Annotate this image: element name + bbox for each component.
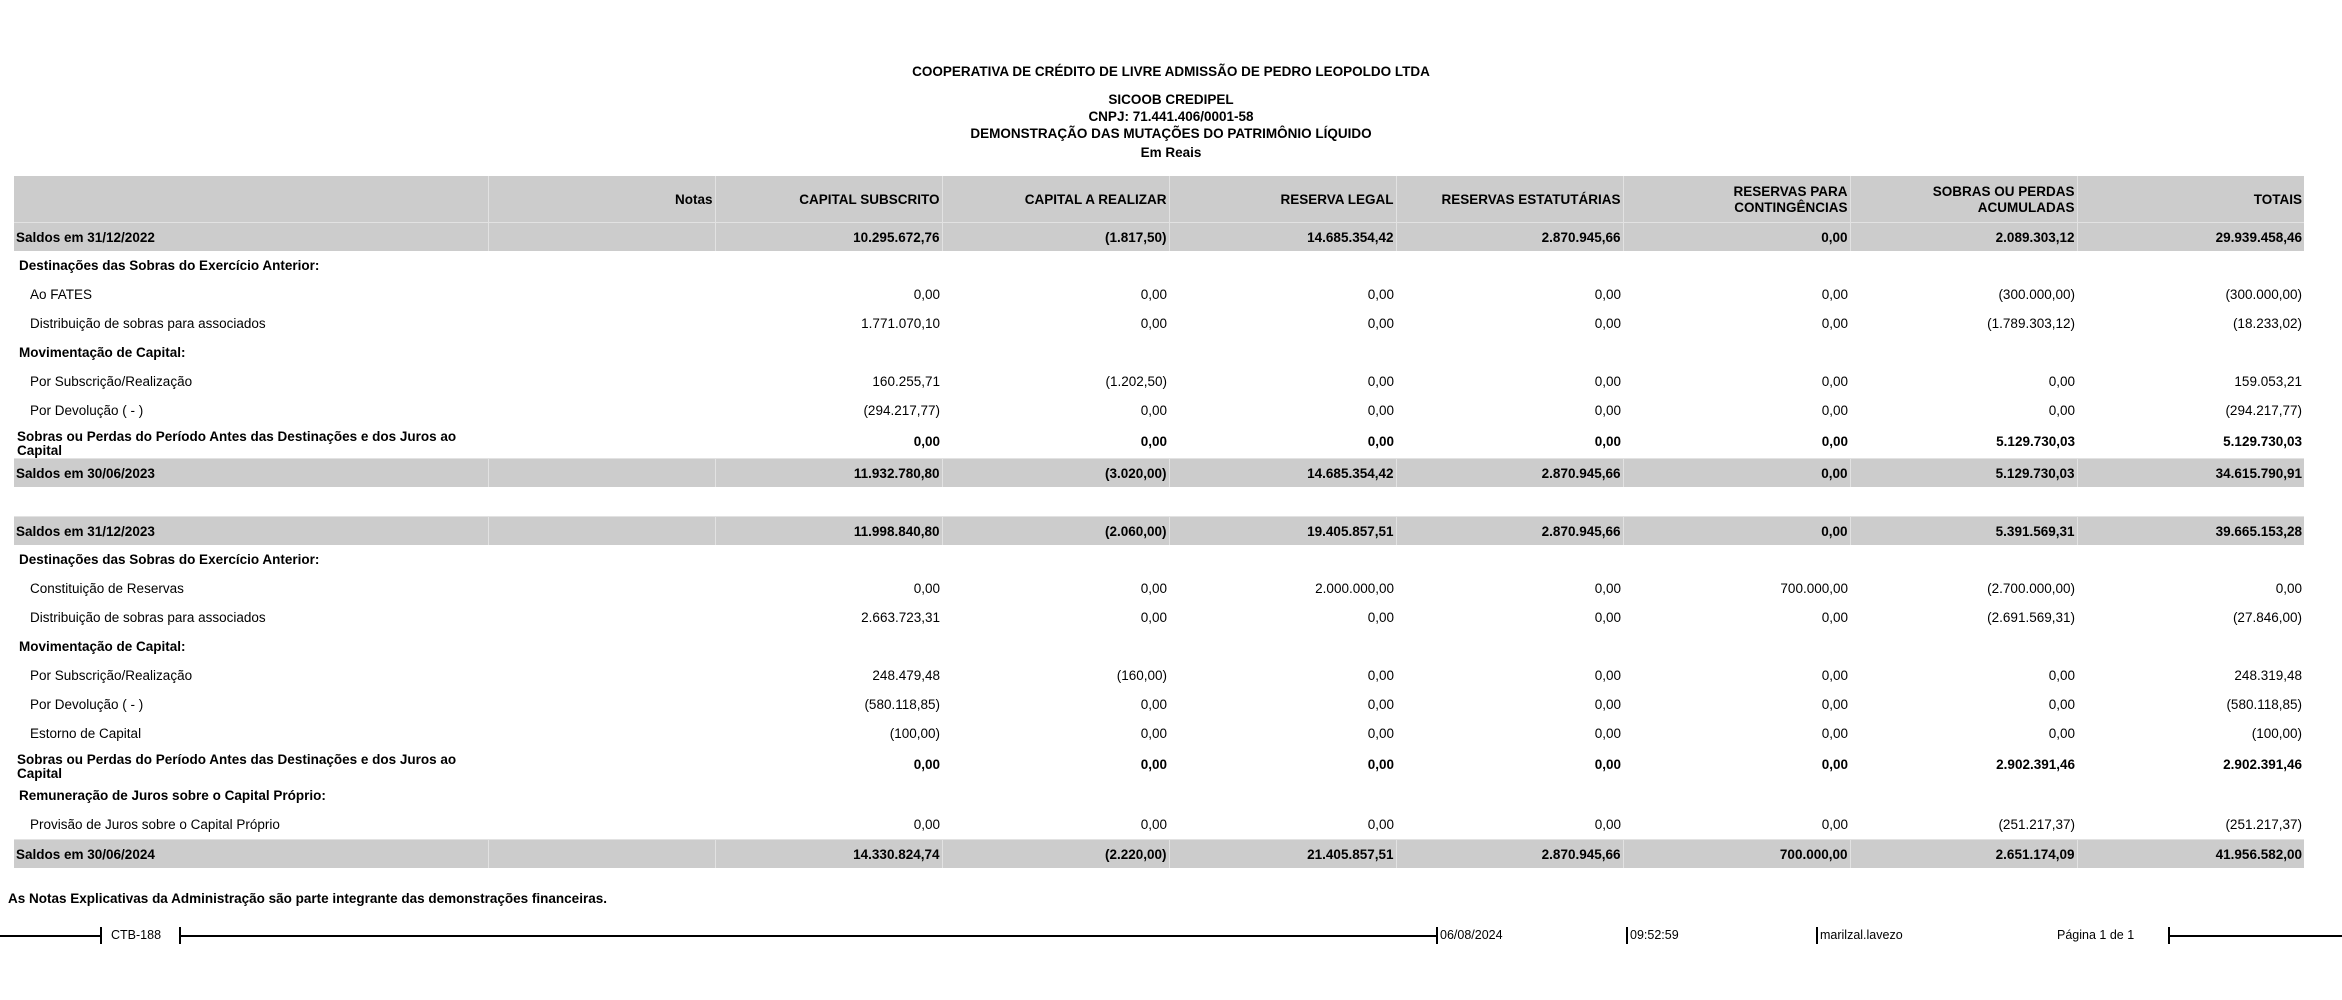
cell-value: 5.129.730,03 [1850,459,2077,488]
row-notas [488,690,715,719]
row-label: Estorno de Capital [30,726,142,741]
report-footer [0,926,2342,946]
cell-value: 5.391.569,31 [1850,517,2077,546]
cell-value: 11.932.780,80 [715,459,942,488]
spacer-row [14,487,2304,517]
currency-unit: Em Reais [1140,145,1202,160]
col-header-capital-a-realizar: CAPITAL A REALIZAR [942,176,1169,223]
cell-value: 0,00 [1594,817,1621,832]
row-label: Distribuição de sobras para associados [30,316,266,331]
cell-value: 0,00 [1594,668,1621,683]
cell-value: 0,00 [1821,287,1848,302]
row-notas [488,517,715,546]
cell-value: 2.651.174,09 [1850,840,2077,869]
cell-value: 0,00 [1821,817,1848,832]
cell-value: 0,00 [1140,817,1167,832]
row-notas [488,574,715,603]
row-label: Distribuição de sobras para associados [30,610,266,625]
cell-value: 0,00 [2048,374,2075,389]
cell-value: (300.000,00) [1998,287,2075,302]
cell-value: 0,00 [1140,434,1167,449]
cell-value: 0,00 [1594,287,1621,302]
cell-value: 0,00 [1140,610,1167,625]
cell-value: (27.846,00) [2232,610,2302,625]
cell-value: (100,00) [889,726,940,741]
table-row [14,603,2304,632]
table-row [14,810,2304,840]
row-label: Por Devolução ( - ) [30,697,144,712]
print-time: 09:52:59 [1630,928,1679,942]
cell-value: (2.060,00) [942,517,1169,546]
row-notas [488,810,715,840]
section-header-row [14,338,2304,367]
cell-value: 0,00 [1594,726,1621,741]
footer-tick [1816,927,1818,944]
cell-value: 2.870.945,66 [1396,517,1623,546]
cell-value: 0,00 [1821,610,1848,625]
col-header-totais: TOTAIS [2077,176,2304,223]
cell-value: 0,00 [1594,581,1621,596]
cell-value: 0,00 [1821,434,1848,449]
cell-value: 0,00 [2048,697,2075,712]
cell-value: 0,00 [1594,316,1621,331]
page-number: Página 1 de 1 [2057,928,2135,942]
cell-value: 0,00 [913,757,940,772]
cell-value: 0,00 [1367,610,1394,625]
cell-value: 0,00 [1367,374,1394,389]
cell-value: 0,00 [1367,287,1394,302]
cell-value: (18.233,02) [2232,316,2302,331]
section-label: Destinações das Sobras do Exercício Anterior: [19,552,320,567]
cell-value: 159.053,21 [2234,374,2302,389]
section-label: Remuneração de Juros sobre o Capital Próprio: [19,788,326,803]
subtotal-row [14,748,2304,781]
table-row [14,280,2304,309]
row-notas [488,661,715,690]
row-label: Sobras ou Perdas do Período Antes das Destinações e dos Juros ao Capital [17,751,457,781]
footer-tick [1626,927,1628,944]
cell-value: 0,00 [1623,517,1850,546]
cell-value: 0,00 [1821,668,1848,683]
table-row [14,396,2304,425]
cell-value: (1.202,50) [1105,374,1167,389]
row-label: Saldos em 30/06/2023 [14,459,488,488]
cell-value: 0,00 [1140,726,1167,741]
cell-value: 0,00 [1367,817,1394,832]
row-notas [488,840,715,869]
cell-value: 0,00 [1367,668,1394,683]
cell-value: 29.939.458,46 [2077,223,2304,252]
cell-value: 0,00 [1367,434,1394,449]
cell-value: 0,00 [2048,403,2075,418]
table-row [14,574,2304,603]
cell-value: 0,00 [1140,403,1167,418]
cell-value: 0,00 [1594,610,1621,625]
table-row [14,661,2304,690]
row-label: Constituição de Reservas [30,581,184,596]
cell-value: 160.255,71 [872,374,940,389]
cell-value: 0,00 [1140,316,1167,331]
cell-value: 0,00 [1821,726,1848,741]
cell-value: 2.089.303,12 [1850,223,2077,252]
row-label: Por Devolução ( - ) [30,403,144,418]
cell-value: 0,00 [1821,697,1848,712]
cell-value: 0,00 [1821,403,1848,418]
table-row [14,690,2304,719]
cell-value: 2.870.945,66 [1396,459,1623,488]
cell-value: (1.817,50) [942,223,1169,252]
cell-value: 14.685.354,42 [1169,223,1396,252]
cell-value: 0,00 [913,434,940,449]
section-header-row [14,545,2304,574]
print-user: marilzal.lavezo [1820,928,1903,942]
cell-value: 2.902.391,46 [1996,757,2075,772]
cell-value: 0,00 [1594,697,1621,712]
table-header-row [14,176,2304,223]
balance-row [14,517,2304,546]
cell-value: 0,00 [1594,434,1621,449]
row-notas [488,396,715,425]
balance-row [14,840,2304,869]
cell-value: (580.118,85) [2226,697,2302,712]
print-date: 06/08/2024 [1440,928,1503,942]
row-label: Provisão de Juros sobre o Capital Próprio [30,817,280,832]
cell-value: 0,00 [1821,316,1848,331]
cell-value: 2.000.000,00 [1315,581,1394,596]
table-row [14,719,2304,748]
cell-value: 0,00 [1594,757,1621,772]
subtotal-row [14,425,2304,459]
cell-value: (300.000,00) [2225,287,2302,302]
row-notas [488,425,715,459]
report-code: CTB-188 [111,928,162,942]
report-title: DEMONSTRAÇÃO DAS MUTAÇÕES DO PATRIMÔNIO LÍQUIDO [970,126,1372,141]
cell-value: 0,00 [2048,726,2075,741]
cell-value: 0,00 [1594,374,1621,389]
balance-row [14,459,2304,488]
cell-value: 0,00 [1367,316,1394,331]
cell-value: 0,00 [1367,726,1394,741]
row-notas [488,459,715,488]
cell-value: 0,00 [913,817,940,832]
cell-value: 0,00 [1594,403,1621,418]
brand-name: SICOOB CREDIPEL [1108,92,1234,107]
row-notas [488,223,715,252]
cell-value: 0,00 [1367,697,1394,712]
row-label: Por Subscrição/Realização [30,668,193,683]
cell-value: 0,00 [2048,668,2075,683]
col-header-description [14,176,488,223]
cell-value: 700.000,00 [1623,840,1850,869]
table-row [14,367,2304,396]
cell-value: (3.020,00) [942,459,1169,488]
section-label: Movimentação de Capital: [19,639,186,654]
row-notas [488,367,715,396]
cell-value: 0,00 [1821,757,1848,772]
row-label: Ao FATES [30,287,93,302]
cell-value: 21.405.857,51 [1169,840,1396,869]
section-header-row [14,632,2304,661]
row-notas [488,280,715,309]
footer-tick [1436,927,1438,944]
cell-value: 10.295.672,76 [715,223,942,252]
cell-value: 5.129.730,03 [2223,434,2302,449]
cell-value: 2.870.945,66 [1396,223,1623,252]
footer-rule [179,935,1436,937]
cell-value: 34.615.790,91 [2077,459,2304,488]
cell-value: 0,00 [1367,403,1394,418]
row-label: Sobras ou Perdas do Período Antes das Destinações e dos Juros ao Capital [17,428,457,458]
footer-tick [100,927,102,944]
cell-value: 11.998.840,80 [715,517,942,546]
table-row [14,309,2304,338]
cell-value: (2.691.569,31) [1987,610,2075,625]
row-label: Saldos em 30/06/2024 [14,840,488,869]
row-label: Saldos em 31/12/2022 [14,223,488,252]
col-header-notas: Notas [488,176,715,223]
cell-value: (2.220,00) [942,840,1169,869]
cell-value: 0,00 [1140,697,1167,712]
col-header-capital-subscrito: CAPITAL SUBSCRITO [715,176,942,223]
cell-value: 0,00 [1140,287,1167,302]
footer-rule [0,935,100,937]
balance-row [14,223,2304,252]
cell-value: 2.663.723,31 [861,610,940,625]
row-notas [488,748,715,781]
cell-value: (294.217,77) [2225,403,2302,418]
cell-value: 0,00 [1623,459,1850,488]
cell-value: (580.118,85) [864,697,940,712]
section-label: Destinações das Sobras do Exercício Anterior: [19,258,320,273]
cell-value: 5.129.730,03 [1996,434,2075,449]
cell-value: 39.665.153,28 [2077,517,2304,546]
equity-changes-table [14,176,2304,868]
cell-value: 248.479,48 [872,668,940,683]
cell-value: 0,00 [1367,757,1394,772]
cell-value: 0,00 [1140,581,1167,596]
row-label: Por Subscrição/Realização [30,374,193,389]
cell-value: 0,00 [1821,374,1848,389]
cell-value: (294.217,77) [863,403,940,418]
table-body [14,223,2304,869]
cell-value: (251.217,37) [2225,817,2302,832]
cell-value: 41.956.582,00 [2077,840,2304,869]
col-header-sobras-perdas: SOBRAS OU PERDAS ACUMULADAS [1850,176,2077,223]
row-notas [488,309,715,338]
cell-value: 248.319,48 [2234,668,2302,683]
cell-value: (2.700.000,00) [1987,581,2075,596]
footer-rule [2168,935,2342,937]
row-notas [488,719,715,748]
section-label: Movimentação de Capital: [19,345,186,360]
section-header-row [14,781,2304,810]
cell-value: 14.330.824,74 [715,840,942,869]
cell-value: 2.902.391,46 [2223,757,2302,772]
cell-value: 0,00 [913,581,940,596]
col-header-reserva-legal: RESERVA LEGAL [1169,176,1396,223]
cell-value: 1.771.070,10 [861,316,940,331]
cell-value: 0,00 [2275,581,2302,596]
cell-value: 14.685.354,42 [1169,459,1396,488]
cell-value: (1.789.303,12) [1987,316,2075,331]
cnpj: CNPJ: 71.441.406/0001-58 [1088,109,1254,124]
cell-value: (251.217,37) [1998,817,2075,832]
row-label: Saldos em 31/12/2023 [14,517,488,546]
cell-value: 0,00 [1623,223,1850,252]
cell-value: 0,00 [913,287,940,302]
cell-value: (160,00) [1116,668,1167,683]
cell-value: 19.405.857,51 [1169,517,1396,546]
footnote: As Notas Explicativas da Administração são parte integrante das demonstrações financeiras. [8,891,607,906]
company-name: COOPERATIVA DE CRÉDITO DE LIVRE ADMISSÃO DE PEDRO LEOPOLDO LTDA [912,64,1430,79]
col-header-reservas-contingencias: RESERVAS PARA CONTINGÊNCIAS [1623,176,1850,223]
cell-value: 0,00 [1140,757,1167,772]
cell-value: (100,00) [2251,726,2302,741]
row-notas [488,603,715,632]
cell-value: 700.000,00 [1780,581,1848,596]
cell-value: 2.870.945,66 [1396,840,1623,869]
section-header-row [14,251,2304,280]
col-header-reservas-estatutarias: RESERVAS ESTATUTÁRIAS [1396,176,1623,223]
